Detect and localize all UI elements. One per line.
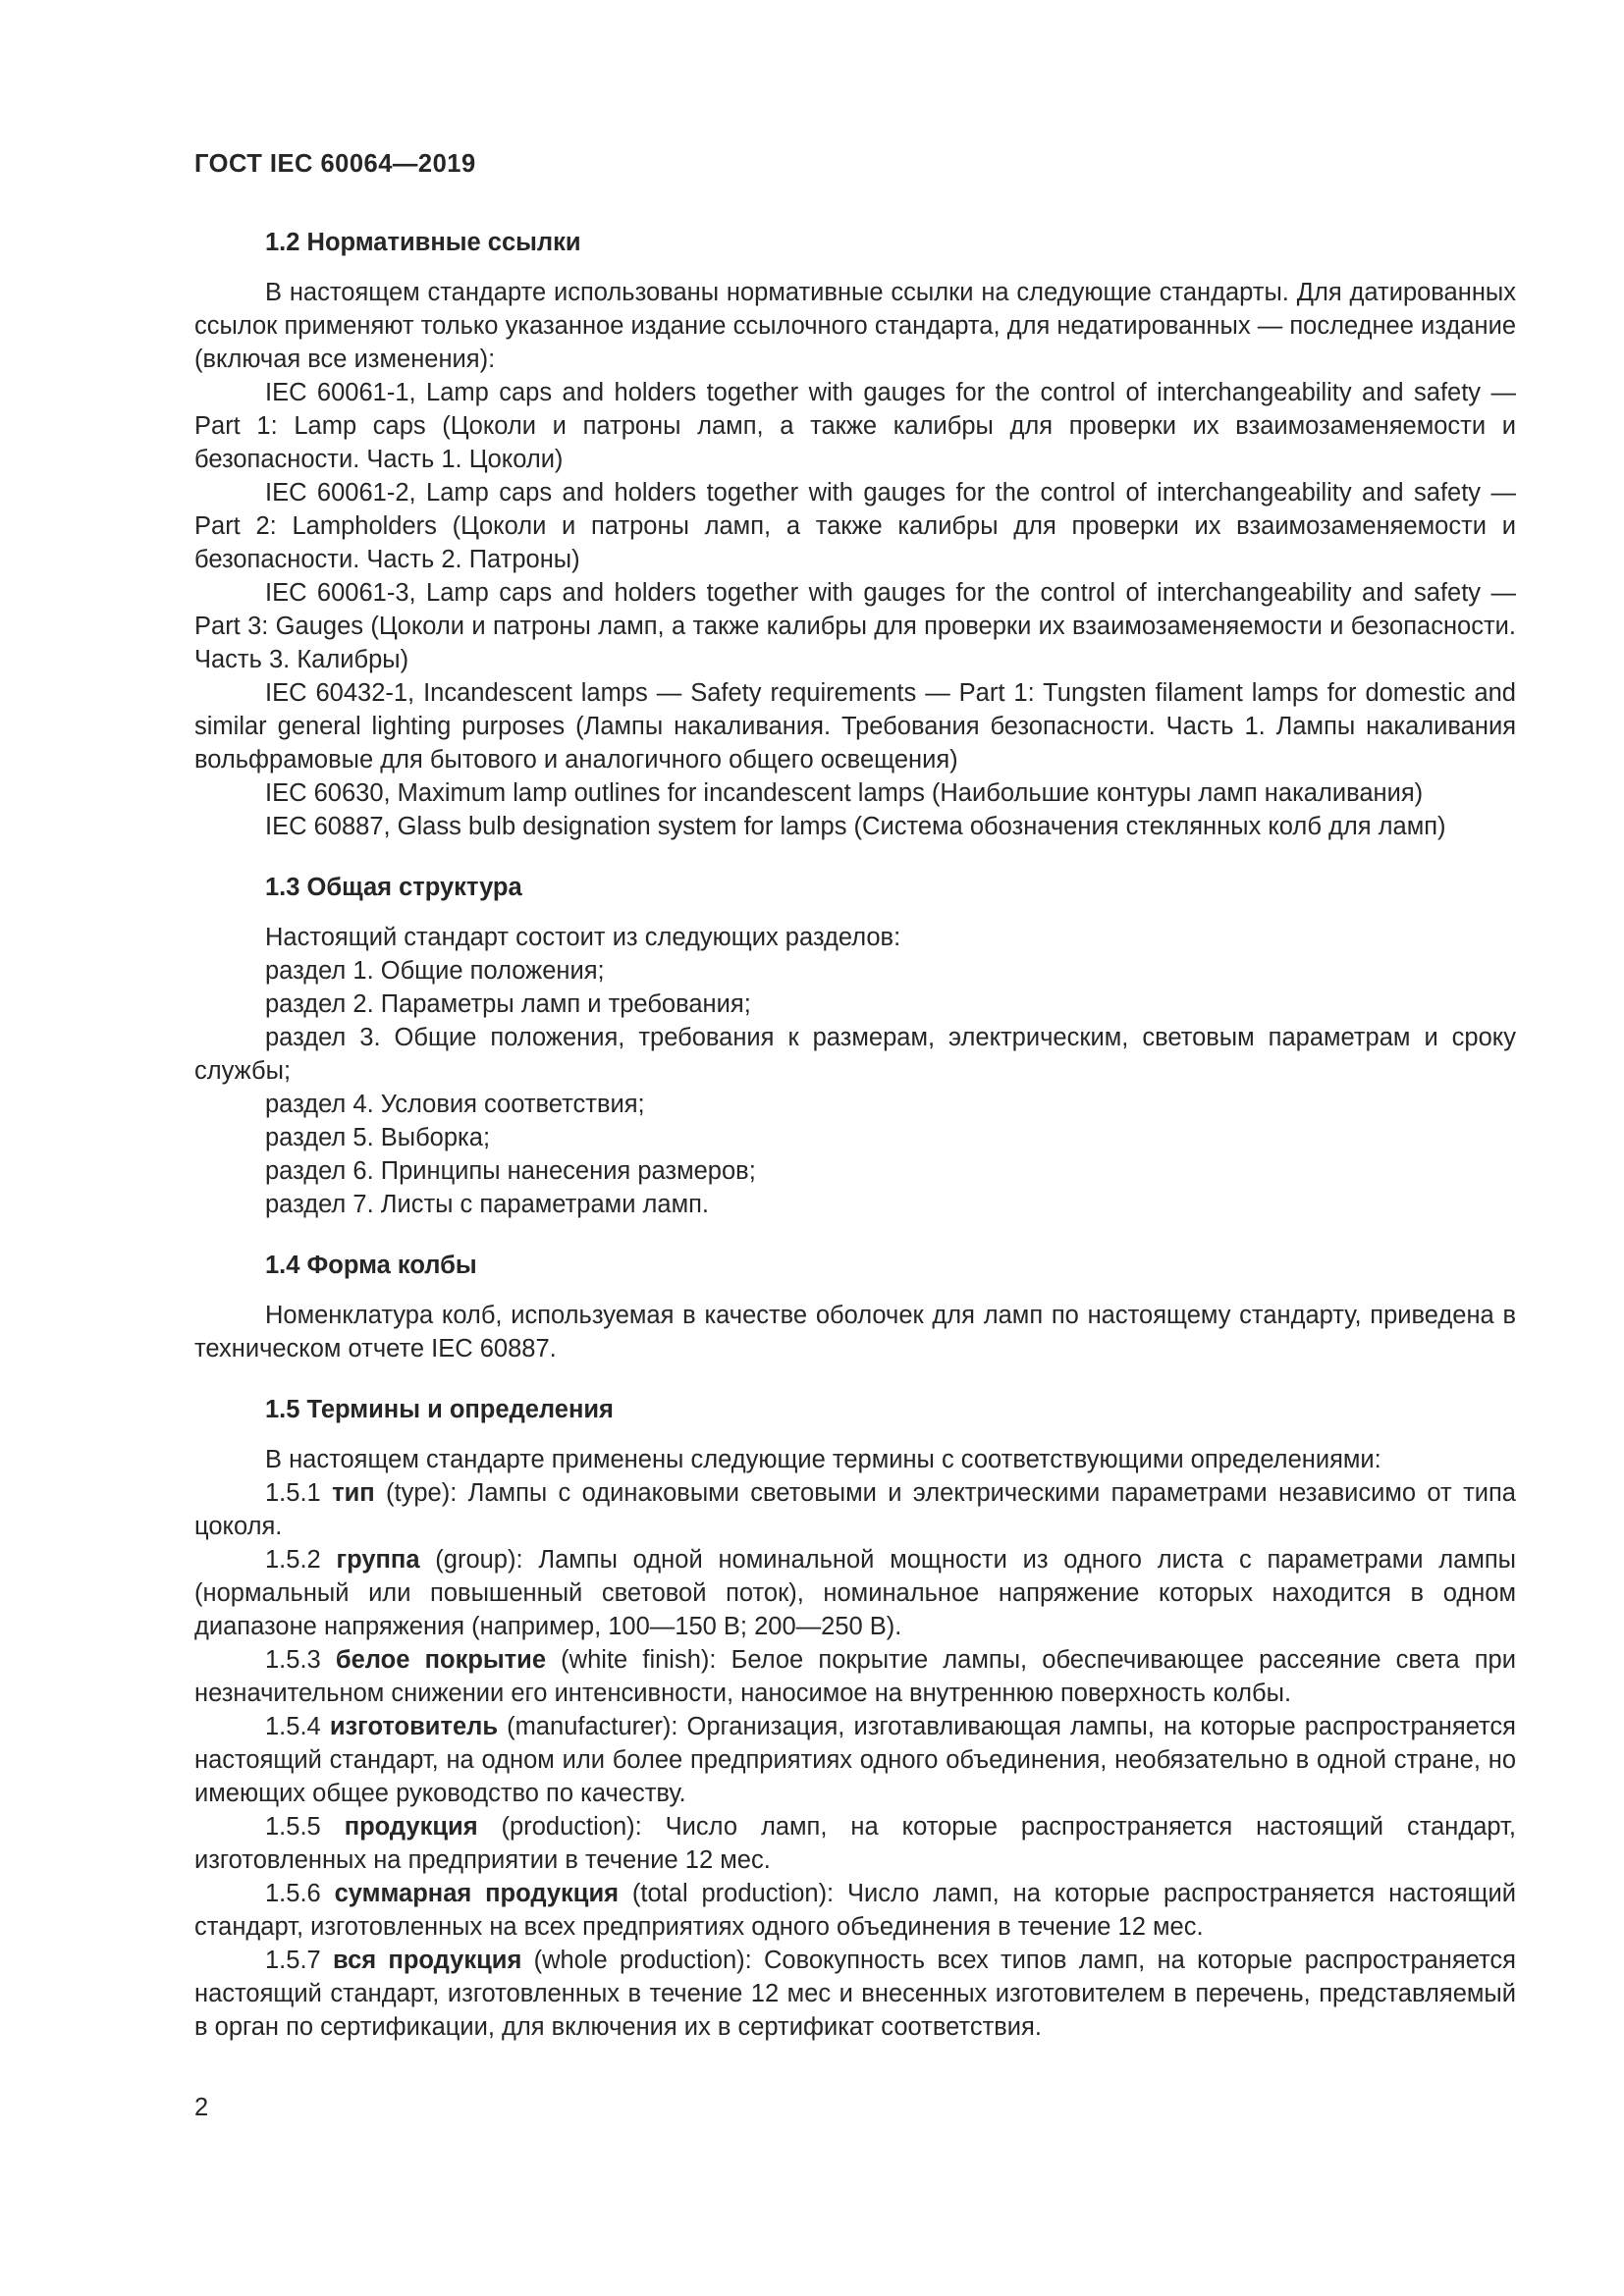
term-name: белое покрытие bbox=[335, 1646, 547, 1674]
term-number: 1.5.2 bbox=[265, 1546, 321, 1574]
term-number: 1.5.6 bbox=[265, 1880, 321, 1907]
reference-item: IEC 60061-3, Lamp caps and holders together with gauges for the control of interchangeability and safety — Part 3: Gauges (Цоколи и патроны ламп, а также калибры для проверки их взаимозаменяемости и безопасности. Часть 3. Калибры) bbox=[194, 579, 1516, 673]
section-1-4 bbox=[194, 1249, 1516, 1365]
term-text: (manufacturer): Организация, изготавливающая лампы, на которые распространяется настоящий стандарт, на одном или более предприятиях одного объединения, необязательно в одной стране, но имеющих общее руководство по качеству. bbox=[194, 1713, 1516, 1807]
term-definition bbox=[194, 1710, 1516, 1810]
reference-item: IEC 60887, Glass bulb designation system for lamps (Система обозначения стеклянных колб для ламп) bbox=[265, 813, 1446, 840]
section-1-3 bbox=[194, 871, 1516, 1221]
section-title: 1.3 Общая структура bbox=[265, 874, 522, 901]
term-number: 1.5.5 bbox=[265, 1813, 321, 1841]
reference-item: IEC 60630, Maximum lamp outlines for incandescent lamps (Наибольшие контуры ламп накаливания) bbox=[265, 779, 1424, 807]
list-item: раздел 2. Параметры ламп и требования; bbox=[265, 990, 751, 1018]
term-definition bbox=[194, 1543, 1516, 1643]
list-item: раздел 4. Условия соответствия; bbox=[265, 1091, 645, 1118]
term-definition bbox=[194, 1476, 1516, 1543]
paragraph: В настоящем стандарте использованы нормативные ссылки на следующие стандарты. Для датированных ссылок применяют только указанное издание ссылочного стандарта, для недатированных — последнее издание (включая все изменения): bbox=[194, 279, 1516, 373]
section-1-5 bbox=[194, 1393, 1516, 2044]
list-item: раздел 3. Общие положения, требования к размерам, электрическим, световым параметрам и сроку службы; bbox=[194, 1024, 1516, 1085]
section-title: 1.5 Термины и определения bbox=[265, 1396, 614, 1423]
paragraph: В настоящем стандарте применены следующие термины с соответствующими определениями: bbox=[265, 1446, 1381, 1473]
term-name: группа bbox=[336, 1546, 420, 1574]
list-item: раздел 7. Листы с параметрами ламп. bbox=[265, 1191, 710, 1218]
paragraph: Настоящий стандарт состоит из следующих разделов: bbox=[265, 924, 901, 951]
section-title: 1.2 Нормативные ссылки bbox=[265, 229, 581, 256]
term-definition bbox=[194, 1810, 1516, 1877]
term-number: 1.5.1 bbox=[265, 1479, 321, 1507]
list-item: раздел 1. Общие положения; bbox=[265, 957, 605, 985]
document-header: ГОСТ IEC 60064—2019 bbox=[194, 150, 476, 178]
term-text: (group): Лампы одной номинальной мощности из одного листа с параметрами лампы (нормальный или повышенный световой поток), номинальное напряжение которых находится в одном диапазоне напряжения (например, 100—150 В; 200—250 В). bbox=[194, 1546, 1516, 1640]
term-number: 1.5.7 bbox=[265, 1947, 321, 1974]
term-name: тип bbox=[332, 1479, 375, 1507]
term-text: (total production): Число ламп, на которые распространяется настоящий стандарт, изготовленных на всех предприятиях одного объединения в течение 12 мес. bbox=[194, 1880, 1516, 1941]
term-definition bbox=[194, 1944, 1516, 2044]
page-number: 2 bbox=[194, 2094, 209, 2121]
section-1-2 bbox=[194, 226, 1516, 843]
term-name: продукция bbox=[344, 1813, 478, 1841]
term-name: суммарная продукция bbox=[334, 1880, 620, 1907]
document-page bbox=[194, 0, 1516, 2296]
term-text: (type): Лампы с одинаковыми световыми и электрическими параметрами независимо от типа цоколя. bbox=[194, 1479, 1516, 1540]
term-text: (production): Число ламп, на которые распространяется настоящий стандарт, изготовленных на предприятии в течение 12 мес. bbox=[194, 1813, 1516, 1874]
term-text: (whole production): Совокупность всех типов ламп, на которые распространяется настоящий стандарт, изготовленных в течение 12 мес и внесенных изготовителем в перечень, представляемый в орган по сертификации, для включения их в сертификат соответствия. bbox=[194, 1947, 1516, 2041]
term-definition bbox=[194, 1877, 1516, 1944]
term-name: изготовитель bbox=[329, 1713, 499, 1740]
term-name: вся продукция bbox=[333, 1947, 522, 1974]
section-title: 1.4 Форма колбы bbox=[265, 1252, 477, 1279]
reference-item: IEC 60432-1, Incandescent lamps — Safety requirements — Part 1: Tungsten filament lamps for domestic and similar general lighting purposes (Лампы накаливания. Требования безопасности. Часть 1. Лампы накаливания вольфрамовые для бытового и аналогичного общего освещения) bbox=[194, 679, 1516, 774]
list-item: раздел 5. Выборка; bbox=[265, 1124, 491, 1151]
document-body bbox=[194, 218, 1516, 2071]
list-item: раздел 6. Принципы нанесения размеров; bbox=[265, 1157, 756, 1185]
reference-item: IEC 60061-1, Lamp caps and holders together with gauges for the control of interchangeability and safety — Part 1: Lamp caps (Цоколи и патроны ламп, а также калибры для проверки их взаимозаменяемости и безопасности. Часть 1. Цоколи) bbox=[194, 379, 1516, 473]
term-text: (white finish): Белое покрытие лампы, обеспечивающее рассеяние света при незначительном снижении его интенсивности, наносимое на внутреннюю поверхность колбы. bbox=[194, 1646, 1516, 1707]
term-definition bbox=[194, 1643, 1516, 1710]
term-number: 1.5.4 bbox=[265, 1713, 321, 1740]
reference-item: IEC 60061-2, Lamp caps and holders together with gauges for the control of interchangeability and safety — Part 2: Lampholders (Цоколи и патроны ламп, а также калибры для проверки их взаимозаменяемости и безопасности. Часть 2. Патроны) bbox=[194, 479, 1516, 573]
term-number: 1.5.3 bbox=[265, 1646, 321, 1674]
paragraph: Номенклатура колб, используемая в качестве оболочек для ламп по настоящему стандарту, приведена в техническом отчете IEC 60887. bbox=[194, 1302, 1516, 1362]
